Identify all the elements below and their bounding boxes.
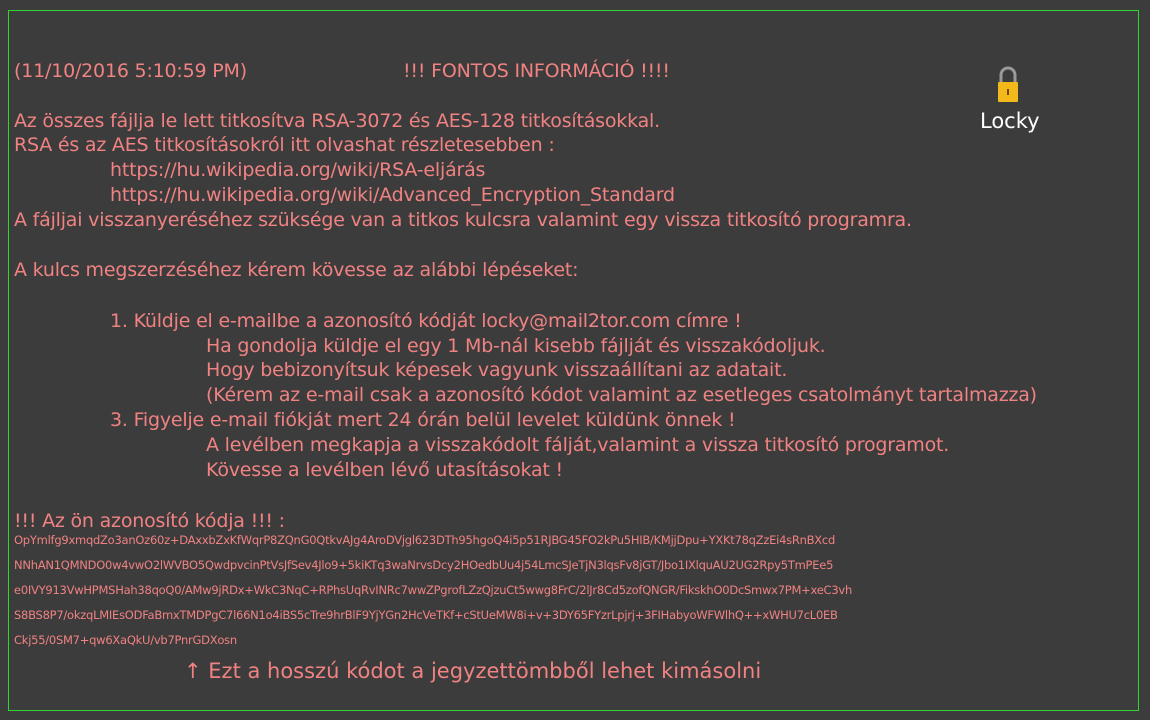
warning-title: !!! FONTOS INFORMÁCIÓ !!!! <box>403 60 670 82</box>
aes-link[interactable]: https://hu.wikipedia.org/wiki/Advanced_Encryption_Standard <box>110 184 675 206</box>
encryption-info-intro: RSA és az AES titkosításokról itt olvashat részletesebben : <box>14 134 555 156</box>
recovery-requirement: A fájljai visszanyeréséhez szüksége van a titkos kulcsra valamint egy vissza titkosító programra. <box>14 209 912 231</box>
id-code-line[interactable]: NNhAN1QMNDO0w4vwO2lWVBO5QwdpvcinPtVsJfSev4Jlo9+5kiKTq3waNrvsDcy2HOedbUu4j54LmcSJeTjN3lqsFv8jGT/Jbo1IXlquAU2UG2Rpy5TmPEe5 <box>14 558 834 572</box>
step-1-detail-2: Hogy bebizonyítsuk képesek vagyunk visszaállítani az adatait. <box>206 359 788 381</box>
id-code-heading: !!! Az ön azonosító kódja !!! : <box>14 510 285 532</box>
instructions-intro: A kulcs megszerzéséhez kérem kövesse az alábbi lépéseket: <box>14 259 579 281</box>
step-1-detail-3: (Kérem az e-mail csak a azonosító kódot valamint az esetleges csatolmányt tartalmazza) <box>206 384 1037 406</box>
id-code-line[interactable]: OpYmlfg9xmqdZo3anOz60z+DAxxbZxKfWqrP8ZQnG0QtkvAJg4AroDVjgl623DTh95hgoQ4i5p51RJBG45FO2kPu5HIB/KMjjDpu+YXKt78qZzEi4sRnBXcd <box>14 533 836 547</box>
rsa-link[interactable]: https://hu.wikipedia.org/wiki/RSA-eljárás <box>110 159 486 181</box>
copy-hint: ↑ Ezt a hosszú kódot a jegyzettömbből lehet kimásolni <box>184 659 762 683</box>
locky-label: Locky <box>980 109 1040 133</box>
step-3-detail-1: A levélben megkapja a visszakódolt fálját,valamint a vissza titkosító programot. <box>206 434 950 456</box>
step-1: 1. Küldje el e-mailbe a azonosító kódját locky@mail2tor.com címre ! <box>110 310 742 332</box>
locky-logo <box>980 64 1044 144</box>
step-3: 3. Figyelje e-mail fiókját mert 24 órán belül levelet küldünk önnek ! <box>110 409 736 431</box>
id-code-line[interactable]: e0IVY913VwHPMSHah38qoQ0/AMw9jRDx+WkC3NqC+RPhsUqRvINRc7wwZPgrofLZzQjzuCt5wwg8FrC/2lJr8Cd5zofQNGR/FikskhO0DcSmwx7PM+xeC3vh <box>14 583 853 597</box>
step-1-detail-1: Ha gondolja küldje el egy 1 Mb-nál kisebb fájlját és visszakódoljuk. <box>206 335 826 357</box>
step-3-detail-2: Kövesse a levélben lévő utasításokat ! <box>206 459 563 481</box>
padlock-icon <box>996 64 1020 106</box>
encryption-notice: Az összes fájlja le lett titkosítva RSA-3072 és AES-128 titkosításokkal. <box>14 110 660 132</box>
id-code-line[interactable]: S8BS8P7/okzqLMIEsODFaBmxTMDPgC7l66N1o4iBS5cTre9hrBlF9YjYGn2HcVeTKf+cStUeMW8i+v+3DY65FYzrLpjrj+3FIHabyoWFWlhQ++xWHU7cL0EB <box>14 608 838 622</box>
id-code-line[interactable]: Ckj55/0SM7+qw6XaQkU/vb7PnrGDXosn <box>14 633 237 647</box>
timestamp: (11/10/2016 5:10:59 PM) <box>14 60 247 82</box>
